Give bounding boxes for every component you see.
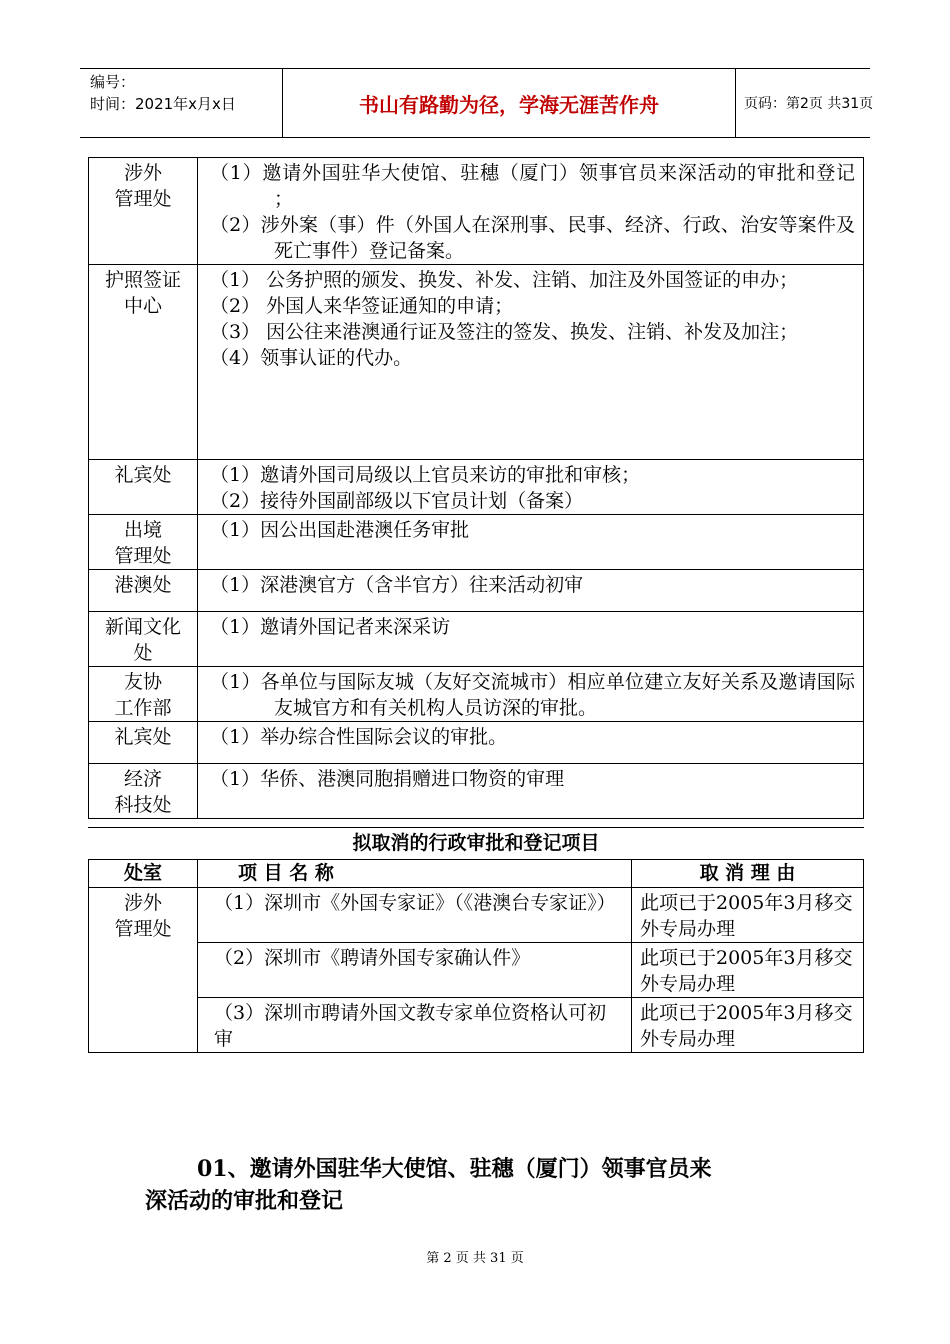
table-row <box>89 764 864 819</box>
table-row <box>89 667 864 722</box>
dept-cell: 护照签证 中心 <box>89 265 198 460</box>
page-footer: 第 2 页 共 31 页 <box>426 1251 524 1266</box>
item-text: （1）邀请外国驻华大使馆、驻穗（厦门）领事官员来深活动的审批和登记 ； <box>210 162 855 210</box>
column-header: 项 目 名 称 <box>198 860 632 888</box>
items-cell <box>198 667 864 722</box>
table-header-row <box>89 860 864 888</box>
reason-cell: 此项已于2005年3月移交外专局办理 <box>632 943 864 998</box>
dept-cell: 友协 工作部 <box>89 667 198 722</box>
item-text: （1）华侨、港澳同胞捐赠进口物资的审理 <box>210 768 565 790</box>
section-title: 拟取消的行政审批和登记项目 <box>352 832 600 854</box>
item-text: （1）深港澳官方（含半官方）往来活动初审 <box>210 574 584 596</box>
reason-cell: 此项已于2005年3月移交外专局办理 <box>632 998 864 1053</box>
item-text: （1）邀请外国记者来深采访 <box>210 616 451 638</box>
table-row <box>89 612 864 667</box>
item-name-cell: （1）深圳市《外国专家证》（《港澳台专家证》） <box>198 888 632 943</box>
dept-cell: 涉外 管理处 <box>89 158 198 265</box>
table-row <box>89 998 864 1053</box>
dept-cell: 礼宾处 <box>89 722 198 764</box>
item-name-cell: （3）深圳市聘请外国文教专家单位资格认可初审 <box>198 998 632 1053</box>
table-row <box>89 888 864 943</box>
item-text: （2） 外国人来华签证通知的申请； <box>210 295 514 317</box>
header-time: 时间：2021年x月x日 <box>90 95 236 113</box>
item-text: （1）因公出国赴港澳任务审批 <box>210 519 470 541</box>
item-text: （1）举办综合性国际会议的审批。 <box>210 726 508 748</box>
reason-cell: 此项已于2005年3月移交外专局办理 <box>632 888 864 943</box>
header-page-number: 页码：第2页 共31页 <box>744 96 874 112</box>
items-cell <box>198 570 864 612</box>
section-divider <box>88 827 864 828</box>
item-text: （1） 公务护照的颁发、换发、补发、注销、加注及外国签证的申办； <box>210 269 799 291</box>
items-cell <box>198 158 864 265</box>
items-cell <box>198 722 864 764</box>
item-text: （1）邀请外国司局级以上官员来访的审批和审核； <box>210 464 641 486</box>
cancelled-items-table <box>88 859 864 1053</box>
dept-cell: 港澳处 <box>89 570 198 612</box>
table-row <box>89 943 864 998</box>
table-row <box>89 265 864 460</box>
items-cell <box>198 515 864 570</box>
section-heading <box>145 1153 845 1217</box>
dept-cell: 礼宾处 <box>89 460 198 515</box>
item-text: （2）涉外案（事）件（外国人在深刑事、民事、经济、行政、治安等案件及死亡事件）登记备案。 <box>210 214 855 262</box>
items-cell <box>198 764 864 819</box>
retained-items-table <box>88 157 864 819</box>
header-meta <box>80 69 282 137</box>
page-header <box>80 68 874 138</box>
items-cell <box>198 265 864 460</box>
dept-cell: 出境 管理处 <box>89 515 198 570</box>
items-cell <box>198 460 864 515</box>
header-motto: 书山有路勤为径，学海无涯苦作舟 <box>282 69 736 137</box>
item-name-cell: （2）深圳市《聘请外国专家确认件》 <box>198 943 632 998</box>
dept-cell: 涉外 管理处 <box>89 888 198 1053</box>
item-text: （1）各单位与国际友城（友好交流城市）相应单位建立友好关系及邀请国际友城官方和有关机构人员访深的审批。 <box>210 671 855 719</box>
table-row <box>89 158 864 265</box>
header-number: 编号： <box>90 73 136 91</box>
item-text: （2）接待外国副部级以下官员计划（备案） <box>210 490 584 512</box>
heading-line-1: 01、邀请外国驻华大使馆、驻穗（厦门）领事官员来 <box>197 1156 712 1182</box>
item-text: （3） 因公往来港澳通行证及签注的签发、换发、注销、补发及加注； <box>210 321 799 343</box>
items-cell <box>198 612 864 667</box>
table-row <box>89 460 864 515</box>
dept-cell: 经济 科技处 <box>89 764 198 819</box>
column-header: 处室 <box>89 860 198 888</box>
heading-line-2: 深活动的审批和登记 <box>145 1188 344 1214</box>
table-row <box>89 570 864 612</box>
column-header: 取 消 理 由 <box>632 860 864 888</box>
dept-cell: 新闻文化 处 <box>89 612 198 667</box>
table-row <box>89 722 864 764</box>
table-row <box>89 515 864 570</box>
item-text: （4）领事认证的代办。 <box>210 347 413 369</box>
